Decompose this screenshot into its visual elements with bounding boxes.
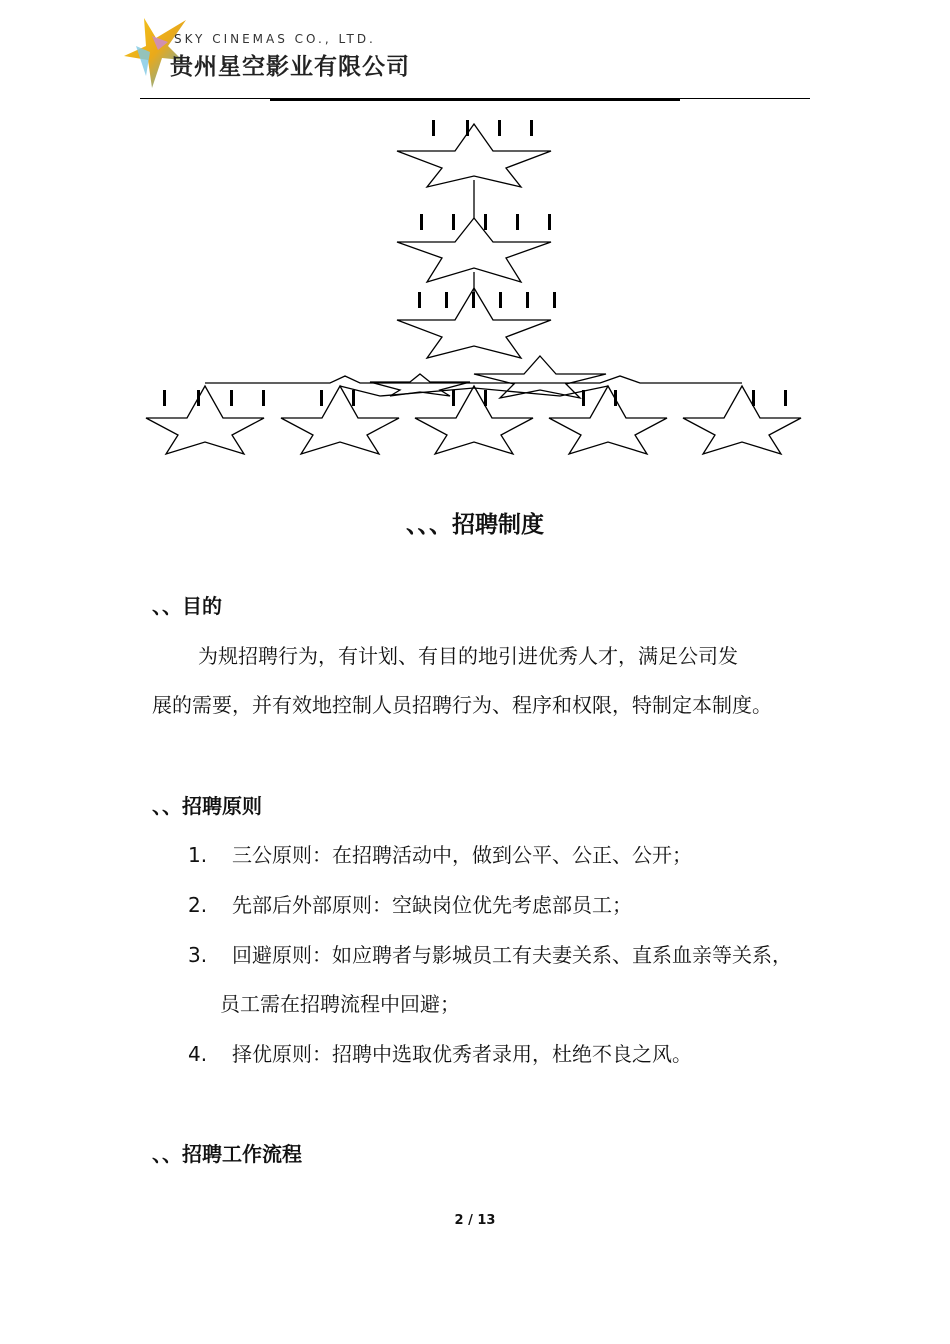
purpose-paragraph-line-1: 为规招聘行为，有计划、有目的地引进优秀人才，满足公司发: [198, 644, 738, 668]
list-item-text: 回避原则：如应聘者与影城员工有夫妻关系、直系血亲等关系，: [232, 943, 792, 967]
list-item-text: 择优原则：招聘中选取优秀者录用，杜绝不良之风。: [232, 1042, 692, 1066]
org-chart-connector-star: [474, 356, 606, 398]
org-chart-star: [415, 386, 533, 454]
list-item-number: 4.: [188, 1042, 208, 1066]
org-chart-star: [397, 124, 551, 187]
list-item-continuation: 员工需在招聘流程中回避；: [220, 992, 460, 1016]
list-item: [188, 1038, 692, 1067]
org-chart-connector-line: [340, 386, 608, 396]
page-number: 2 / 13: [454, 1213, 496, 1228]
list-item: [188, 839, 692, 868]
section-heading-purpose: 、、目的: [152, 594, 222, 618]
org-chart-broken-glyphs: [163, 120, 787, 406]
logo-chinese-name: 贵州星空影业有限公司: [170, 54, 410, 80]
section-heading-principles: 、、招聘原则: [152, 794, 262, 818]
list-item-text: 三公原则：在招聘活动中，做到公平、公正、公开；: [232, 843, 692, 867]
org-chart-connector-line: [205, 376, 742, 383]
org-chart: [0, 0, 950, 480]
list-item-number: 2.: [188, 893, 208, 917]
list-item: [188, 939, 792, 968]
document-title: 、、、招聘制度: [406, 512, 544, 538]
purpose-paragraph-line-2: 展的需要，并有效地控制人员招聘行为、程序和权限，特制定本制度。: [152, 693, 772, 717]
org-chart-star: [683, 386, 801, 454]
list-item-number: 3.: [188, 943, 208, 967]
list-item-number: 1.: [188, 843, 208, 867]
org-chart-star: [549, 386, 667, 454]
logo-english-name: SKY CINEMAS CO., LTD.: [174, 32, 376, 46]
section-heading-process: 、、招聘工作流程: [152, 1142, 302, 1166]
list-item: [188, 889, 632, 918]
list-item-text: 先部后外部原则：空缺岗位优先考虑部员工；: [232, 893, 632, 917]
